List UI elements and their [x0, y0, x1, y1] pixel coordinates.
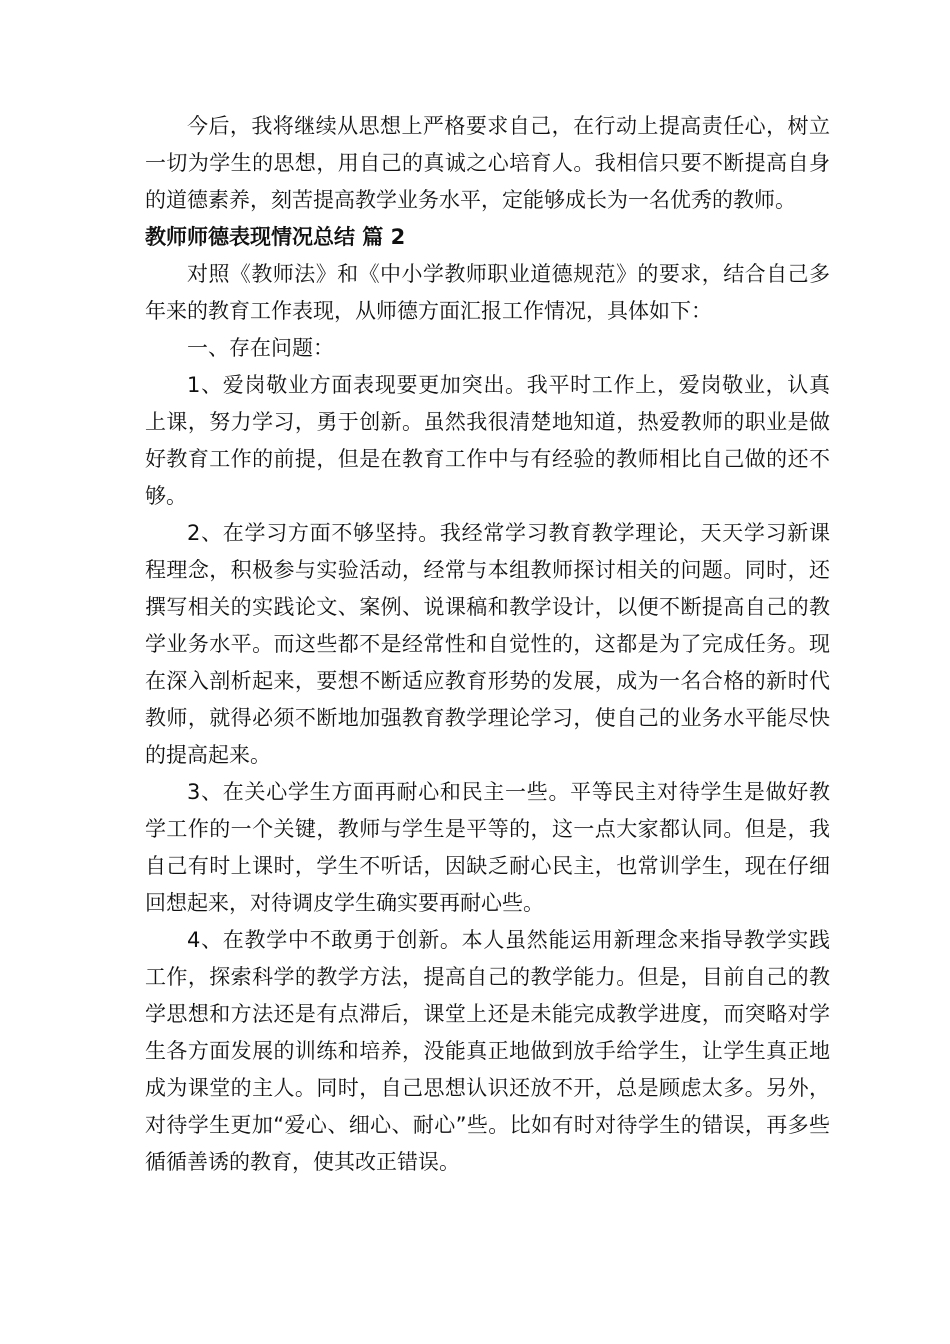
paragraph-intro-requirements: 对照《教师法》和《中小学教师职业道德规范》的要求，结合自己多年来的教育工作表现，从师德方面汇报工作情况，具体如下：	[145, 262, 830, 323]
paragraph-problems-heading: 一、存在问题：	[187, 336, 334, 360]
section-heading: 教师师德表现情况总结 篇 2	[145, 225, 406, 249]
paragraph-item-1: 1、爱岗敬业方面表现要更加突出。我平时工作上，爱岗敬业，认真上课，努力学习，勇于创新。虽然我很清楚地知道，热爱教师的职业是做好教育工作的前提，但是在教育工作中与有经验的教师相比自己做的还不够。	[145, 373, 830, 508]
paragraph-item-2: 2、在学习方面不够坚持。我经常学习教育教学理论，天天学习新课程理念，积极参与实验活动，经常与本组教师探讨相关的问题。同时，还撰写相关的实践论文、案例、说课稿和教学设计，以便不断提高自己的教学业务水平。而这些都不是经常性和自觉性的，这都是为了完成任务。现在深入剖析起来，要想不断适应教育形势的发展，成为一名合格的新时代教师，就得必须不断地加强教育教学理论学习，使自己的业务水平能尽快的提高起来。	[145, 521, 830, 767]
document-page	[145, 108, 830, 1181]
paragraph-item-3: 3、在关心学生方面再耐心和民主一些。平等民主对待学生是做好教学工作的一个关键，教师与学生是平等的，这一点大家都认同。但是，我自己有时上课时，学生不听话，因缺乏耐心民主，也常训学生，现在仔细回想起来，对待调皮学生确实要再耐心些。	[145, 780, 830, 915]
intro-paragraph: 今后，我将继续从思想上严格要求自己，在行动上提高责任心，树立一切为学生的思想，用自己的真诚之心培育人。我相信只要不断提高自身的道德素养，刻苦提高教学业务水平，定能够成长为一名优秀的教师。	[145, 114, 830, 212]
paragraph-item-4: 4、在教学中不敢勇于创新。本人虽然能运用新理念来指导教学实践工作，探索科学的教学方法，提高自己的教学能力。但是，目前自己的教学思想和方法还是有点滞后，课堂上还是未能完成教学进度，而突略对学生各方面发展的训练和培养，没能真正地做到放手给学生，让学生真正地成为课堂的主人。同时，自己思想认识还放不开，总是顾虑太多。另外，对待学生更加“爱心、细心、耐心”些。比如有时对待学生的错误，再多些循循善诱的教育，使其改正错误。	[145, 928, 830, 1174]
